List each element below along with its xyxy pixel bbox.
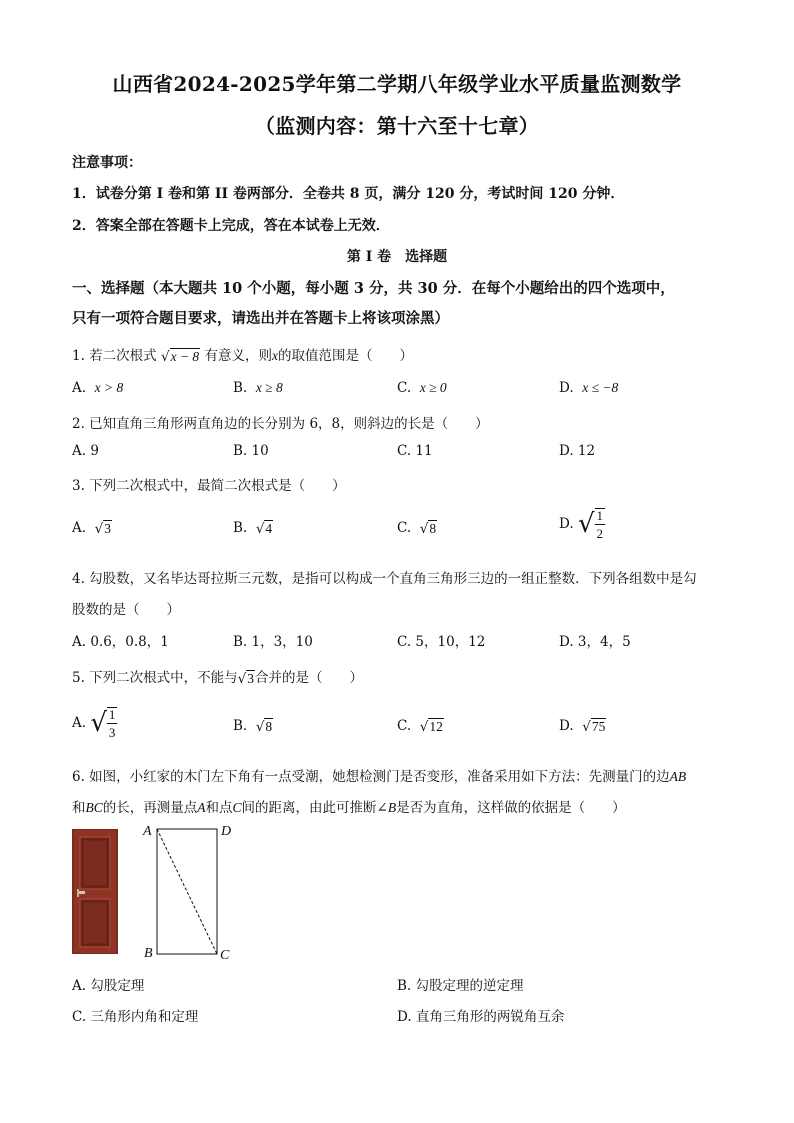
q5-option-b: B. √8 — [233, 718, 273, 735]
q1-radicand: x − 8 — [170, 348, 200, 364]
section-instructions-line1: 一、选择题（本大题共 10 个小题，每小题 3 分，共 30 分．在每个小题给出的四个选项中， — [72, 280, 675, 297]
q3-option-d: D. √ $\frac{1}{2}$ — [559, 508, 604, 541]
diagonal-ac — [157, 829, 217, 954]
label-c: C — [220, 948, 230, 962]
label-d: D — [221, 824, 232, 839]
q1-option-b: B. x ≥ 8 — [233, 380, 283, 396]
page-subtitle: （监测内容：第十六至十七章） — [254, 114, 540, 138]
door-rectangle-diagram — [140, 822, 240, 962]
q6-option-b: B. 勾股定理的逆定理 — [397, 978, 524, 994]
q4-option-c: C. 5，10，12 — [397, 634, 486, 650]
q4-option-b: B. 1，3，10 — [233, 634, 313, 650]
q2-option-b: B. 10 — [233, 443, 269, 459]
q1-var: x — [271, 348, 278, 363]
notice-item-2: 2．答案全部在答题卡上完成，答在本试卷上无效． — [72, 218, 390, 234]
q5-option-c: C. √12 — [397, 718, 443, 735]
label-a: A — [143, 824, 152, 839]
q5-option-d: D. √75 — [559, 718, 606, 735]
q3-option-a: A. √3 — [72, 520, 111, 537]
part1-title: 第 I 卷 选择题 — [346, 249, 448, 265]
q1-post1: 有意义，则 — [204, 348, 272, 364]
question-1-stem — [72, 344, 413, 365]
q1-option-c: C. x ≥ 0 — [397, 380, 447, 396]
notice-heading: 注意事项： — [72, 155, 142, 171]
question-5-stem: 5. 下列二次根式中，不能与√3合并的是（ ） — [72, 670, 364, 687]
question-3-stem: 3. 下列二次根式中，最简二次根式是（ ） — [72, 478, 346, 494]
label-b: B — [144, 946, 153, 961]
q3-option-b: B. √4 — [233, 520, 273, 537]
q2-option-d: D. 12 — [559, 443, 596, 459]
question-2-stem: 2. 已知直角三角形两直角边的长分别为 6，8，则斜边的长是（ ） — [72, 416, 489, 432]
wooden-door-image — [72, 829, 118, 954]
question-6-line2: 和BC的长，再测量点A和点C间的距离，由此可推断∠B是否为直角，这样做的依据是（ ） — [72, 800, 626, 816]
q2-option-c: C. 11 — [397, 443, 433, 459]
section-instructions-line2: 只有一项符合题目要求，请选出并在答题卡上将该项涂黑） — [72, 310, 449, 327]
q3-option-c: C. √8 — [397, 520, 437, 537]
page-title: 山西省2024-2025学年第二学期八年级学业水平质量监测数学 — [112, 72, 682, 96]
q6-option-d: D. 直角三角形的两锐角互余 — [397, 1009, 565, 1025]
q1-option-d: D. x ≤ −8 — [559, 380, 619, 396]
q2-option-a: A. 9 — [72, 443, 99, 459]
q4-option-d: D. 3，4，5 — [559, 634, 631, 650]
notice-item-1: 1．试卷分第 I 卷和第 II 卷两部分．全卷共 8 页，满分 120 分，考试时间 120 分钟． — [72, 186, 625, 202]
q5-option-a: A. √ $\frac{1}{3}$ — [72, 707, 116, 740]
q4-option-a: A. 0.6，0.8，1 — [72, 634, 169, 650]
q1-pre: 1. 若二次根式 — [72, 348, 157, 364]
question-6-line1: 6. 如图，小红家的木门左下角有一点受潮，她想检测门是否变形，准备采用如下方法：先测量门的边AB — [72, 769, 687, 785]
q1-post2: 的取值范围是（ ） — [277, 348, 413, 364]
q1-option-a: A. x > 8 — [72, 380, 124, 396]
q6-option-c: C. 三角形内角和定理 — [72, 1009, 199, 1025]
question-4-line2: 股数的是（ ） — [72, 602, 180, 618]
question-4-line1: 4. 勾股数，又名毕达哥拉斯三元数，是指可以构成一个直角三角形三边的一组正整数．下列各组数中是勾 — [72, 571, 697, 587]
q6-option-a: A. 勾股定理 — [72, 978, 145, 994]
sqrt-expression: √x − 8 — [160, 348, 200, 365]
